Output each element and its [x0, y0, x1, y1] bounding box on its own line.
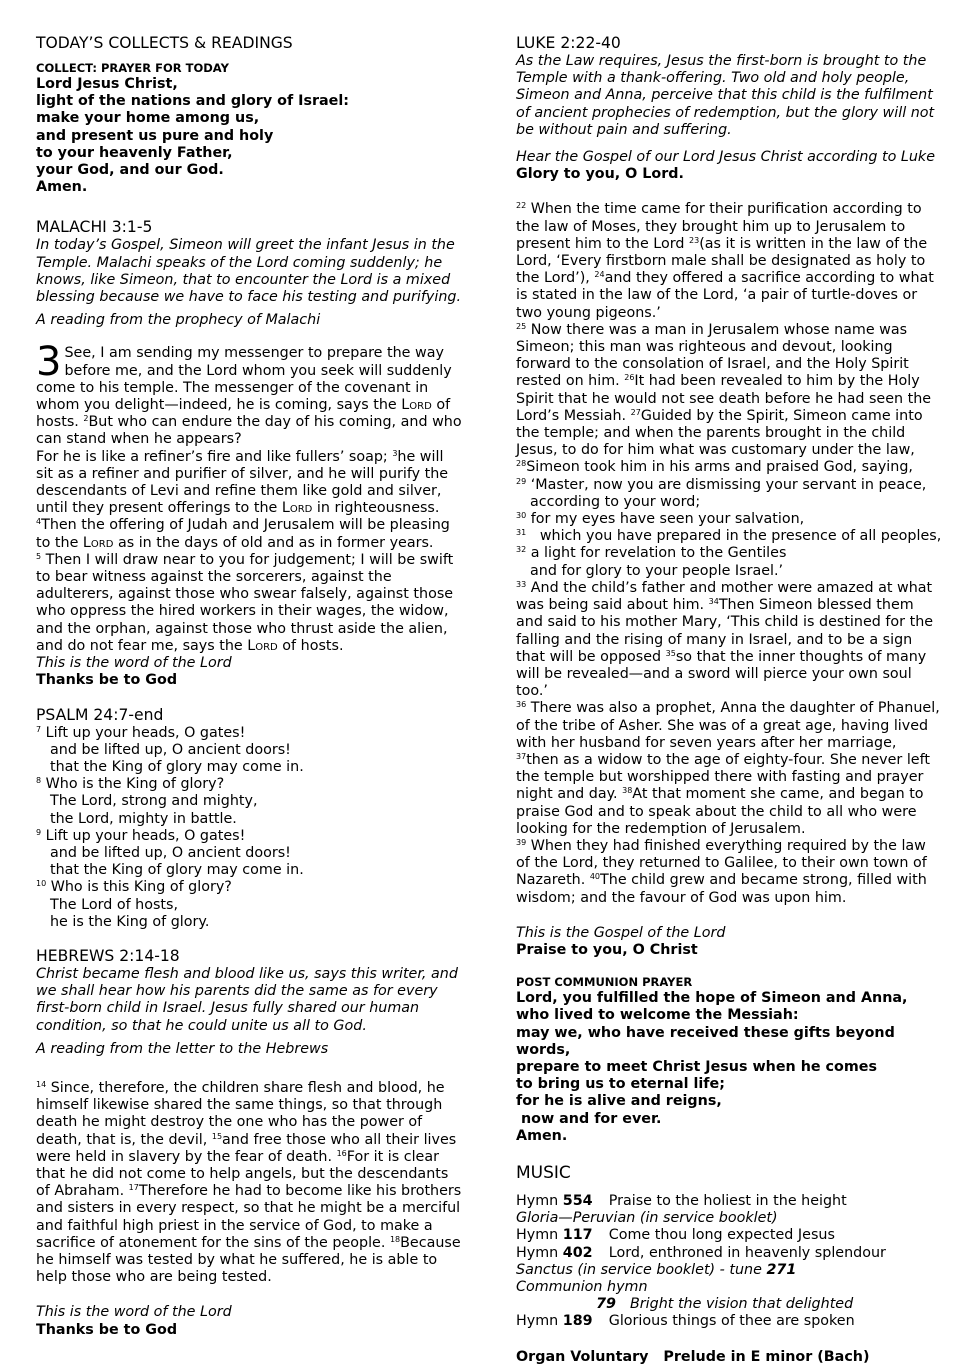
text-run: Organ Voluntary: [516, 1348, 649, 1365]
hymn-number: 554: [562, 1192, 593, 1209]
text-run: he will sit as a refiner and purifier of silver, and he will purify the descendants of Levi and refine them like gold and silver, until they present offerings to the: [36, 448, 449, 517]
text-run: Hymn: [516, 1192, 563, 1209]
text-run: At that moment she came, and began to praise God and to speak about the child to all who were looking for the redemption of Jerusalem.: [516, 786, 924, 837]
verse-number: 39: [516, 837, 527, 847]
malachi-close: This is the word of the Lord: [36, 655, 232, 672]
luke-close: This is the Gospel of the Lord: [516, 924, 726, 941]
psalm-line: [36, 776, 462, 793]
verse-number: 24: [594, 270, 605, 280]
verse-number: 38: [622, 786, 633, 796]
prayer-line: Lord, you fulfilled the hope of Simeon and Anna,: [516, 990, 908, 1007]
text-run: For it is clear that he did not come to help angels, but the descendants of Abraham.: [36, 1148, 449, 1200]
text-run: And the child’s father and mother were amazed at what was being said about him.: [516, 579, 933, 614]
music-item: Communion hymn: [516, 1279, 648, 1295]
verse-number: 37: [516, 751, 527, 761]
prayer-line: may we, who have received these gifts beyond words,: [516, 1024, 895, 1058]
text-run: Prelude in E minor (Bach): [663, 1348, 870, 1365]
malachi-intro: In today’s Gospel, Simeon will greet the infant Jesus in the Temple. Malachi speaks of the Lord coming suddenly; he knows, like Simeon, that to encounter the Lord is a mixed blessing because we have to face his testing and purifying.: [36, 237, 461, 306]
nunc-line: according to your word;: [530, 493, 701, 510]
psalm-line: [36, 828, 462, 845]
verse-number: 25: [516, 321, 527, 331]
lord-smallcaps: Lord: [82, 534, 114, 551]
hebrews-announce: A reading from the letter to the Hebrews: [36, 1040, 329, 1057]
lord-smallcaps: Lord: [247, 637, 278, 654]
malachi-para-4: [36, 552, 462, 655]
malachi-para-1: [36, 339, 462, 448]
verse-number: 18: [389, 1234, 401, 1244]
prayer-line: prepare to meet Christ Jesus when he comes: [516, 1058, 877, 1075]
text-run: Therefore he had to become like his brothers and sisters in every respect, so that he might be a merciful and faithful high priest in the service of God, to make a sacrifice of atonement for the sins of the people.: [36, 1183, 462, 1251]
verse-number: 15: [211, 1131, 223, 1141]
text-run: Lift up your heads, O gates!: [45, 724, 246, 741]
luke-para-5: [516, 838, 940, 907]
hebrews-intro: Christ became flesh and blood like us, says this writer, and we shall hear how his parents did the same as for every first-born child in Israel. Jesus fully shared our human condition, so that he could unite us all to God.: [36, 965, 458, 1034]
text-run: Who is this King of glory?: [50, 879, 232, 896]
text-run: When the time came for their purification according to the law of Moses, they brought him up to Jerusalem to present him to the Lord: [516, 201, 922, 252]
luke-para-1: [516, 201, 940, 321]
verse-number: 8: [36, 776, 42, 786]
verse-number: 17: [128, 1183, 139, 1193]
nunc-line: [516, 545, 940, 562]
post-communion-label: POST COMMUNION PRAYER: [516, 975, 693, 990]
verse-number: 34: [708, 597, 719, 607]
hebrews-heading: HEBREWS 2:14-18: [36, 946, 180, 965]
nunc-line: and for glory to your people Israel.’: [530, 562, 784, 579]
text-run: It had been revealed to him by the Holy Spirit that he would not see death before he had seen the Lord’s Messiah.: [516, 373, 932, 424]
music-item: [516, 1193, 940, 1210]
left-column: [36, 34, 462, 1339]
verse-number: 27: [630, 407, 641, 417]
collect-line: Amen.: [36, 179, 88, 196]
text-run: The child grew and became strong, filled with wisdom; and the favour of God was upon him.: [516, 872, 927, 906]
malachi-announce: A reading from the prophecy of Malachi: [36, 312, 321, 329]
psalm-line: the Lord, mighty in battle.: [50, 810, 237, 827]
malachi-heading: MALACHI 3:1-5: [36, 218, 153, 237]
text-run: in righteousness.: [312, 500, 440, 517]
verse-number: 22: [516, 201, 527, 211]
luke-para-3: [516, 580, 940, 700]
luke-announce: Hear the Gospel of our Lord Jesus Christ according to Luke: [516, 149, 936, 166]
verse-number: 23: [689, 235, 700, 245]
text-run: a light for revelation to the Gentiles: [526, 545, 787, 562]
hymn-title: Come thou long expected Jesus: [608, 1227, 835, 1244]
verse-number: 16: [336, 1148, 347, 1158]
page-heading: TODAY’S COLLECTS & READINGS: [36, 34, 293, 52]
verse-number: 30: [516, 511, 527, 521]
psalm-line: [36, 725, 462, 742]
luke-response: Praise to you, O Christ: [516, 941, 698, 958]
music-item: [516, 1296, 940, 1313]
chapter-dropcap: 3: [36, 339, 62, 386]
nunc-line: [516, 511, 940, 528]
psalm-line: he is the King of glory.: [50, 913, 210, 930]
collect-line: light of the nations and glory of Israel:: [36, 93, 349, 110]
psalm-line: [36, 879, 462, 896]
prayer-line: for he is alive and reigns,: [516, 1093, 722, 1110]
text-run: See, I am sending my messenger to prepare the way before me, and the Lord whom you seek will suddenly come to his temple. The messenger of the covenant in whom you delight—indeed, he is coming, says the: [36, 345, 452, 414]
luke-announce-response: Glory to you, O Lord.: [516, 166, 684, 183]
post-communion-prayer: [516, 990, 940, 1145]
verse-number: 33: [516, 579, 527, 589]
hymn-title: Glorious things of thee are spoken: [608, 1313, 855, 1330]
prayer-line: Amen.: [516, 1127, 568, 1144]
text-run: Then I will draw near to you for judgement; I will be swift to bear witness against the sorcerers, against the adulterers, against those who swear falsely, against those who oppress the hired workers in their wages, the widow, and the orphan, against those who thrust aside the alien, and do not fear me, says the: [36, 551, 454, 654]
text-run: Simeon took him in his arms and praised God, saying,: [526, 459, 913, 476]
psalm-heading: PSALM 24:7-end: [36, 705, 164, 724]
lord-smallcaps: Lord: [401, 397, 432, 414]
text-run: Lift up your heads, O gates!: [45, 827, 246, 844]
text-run: When they had finished everything required by the law of the Lord, they returned to Galilee, to their own town of Nazareth.: [516, 837, 927, 889]
text-run: of hosts.: [277, 637, 344, 654]
text-run: But who can endure the day of his coming, and who can stand when he appears?: [36, 414, 462, 448]
malachi-para-2: [36, 449, 462, 518]
text-run: and they offered a sacrifice according to what is stated in the law of the Lord, ‘a pair of turtle-doves or two young pigeons.’: [516, 270, 934, 321]
verse-number: 14: [36, 1079, 47, 1089]
text-run: There was also a prophet, Anna the daughter of Phanuel, of the tribe of Asher. She was of a great age, having lived with her husband for seven years after her marriage,: [516, 700, 940, 751]
text-run: for my eyes have seen your salvation,: [526, 511, 805, 528]
collect-line: make your home among us,: [36, 110, 260, 127]
psalm-line: and be lifted up, O ancient doors!: [50, 741, 291, 758]
music-list: [516, 1193, 940, 1366]
psalm-line: that the King of glory may come in.: [50, 862, 304, 879]
text-run: Then Simeon blessed them and said to his mother Mary, ‘This child is destined for the falling and the rising of many in Israel, and to be a sign that will be opposed: [516, 597, 934, 665]
prayer-line: now and for ever.: [516, 1110, 662, 1127]
verse-number: 40: [589, 872, 601, 882]
hymn-number: 189: [562, 1313, 593, 1330]
text-run: Then the offering of Judah and Jerusalem will be pleasing to the: [36, 517, 450, 551]
prayer-line: who lived to welcome the Messiah:: [516, 1007, 799, 1024]
hymn-number: 117: [562, 1227, 593, 1244]
psalm-line: that the King of glory may come in.: [50, 758, 304, 775]
verse-number: 5: [36, 551, 42, 561]
verse-number: 32: [516, 545, 527, 555]
hebrews-text: [36, 1080, 462, 1286]
psalm-line: and be lifted up, O ancient doors!: [50, 844, 291, 861]
nunc-line: [516, 528, 940, 545]
hebrews-close: This is the word of the Lord: [36, 1304, 232, 1321]
hymn-title: Lord, enthroned in heavenly splendour: [608, 1244, 886, 1261]
text-run: ‘Master, now you are dismissing your servant in peace,: [526, 476, 927, 493]
verse-number: 29: [516, 476, 527, 486]
lord-smallcaps: Lord: [281, 500, 313, 517]
text-run: Guided by the Spirit, Simeon came into the temple; and when the parents brought in the child Jesus, to do for him what was customary under the law,: [516, 407, 923, 459]
nunc-dimittis: [516, 477, 940, 580]
text-run: For he is like a refiner’s fire and like fullers’ soap;: [36, 448, 393, 465]
nunc-line: [516, 477, 940, 494]
psalm-line: The Lord, strong and mighty,: [50, 793, 258, 810]
tune-number: 271: [766, 1261, 797, 1278]
music-item: [516, 1262, 940, 1279]
text-run: Hymn: [516, 1227, 563, 1244]
verse-number: 4: [36, 517, 42, 527]
verse-number: 3: [392, 448, 398, 458]
music-item: Gloria—Peruvian (in service booklet): [516, 1210, 778, 1227]
collect-line: your God, and our God.: [36, 162, 224, 179]
text-run: Sanctus (in service booklet) - tune: [516, 1261, 767, 1278]
text-run: Now there was a man in Jerusalem whose name was Simeon; this man was righteous and devout, looking forward to the consolation of Israel, and the Holy Spirit rested on him.: [516, 321, 909, 390]
verse-number: 2: [83, 414, 89, 424]
music-item: [516, 1245, 940, 1262]
text-run: then as a widow to the age of eighty-four. She never left the temple but worshipped there with fasting and prayer night and day.: [516, 751, 930, 803]
psalm-line: The Lord of hosts,: [50, 896, 179, 913]
music-item: [516, 1313, 940, 1330]
malachi-response: Thanks be to God: [36, 672, 178, 689]
collect-label: COLLECT: PRAYER FOR TODAY: [36, 61, 229, 75]
hymn-title: Bright the vision that delighted: [630, 1296, 854, 1313]
collect-prayer: [36, 76, 462, 196]
music-heading: MUSIC: [516, 1162, 571, 1183]
psalm-text: [36, 725, 462, 931]
verse-number: 9: [36, 827, 42, 837]
hebrews-response: Thanks be to God: [36, 1321, 178, 1338]
text-run: as in the days of old and as in former years.: [113, 534, 434, 551]
verse-number: 35: [665, 648, 676, 658]
verse-number: 7: [36, 724, 42, 734]
text-run: which you have prepared in the presence of all peoples,: [526, 528, 942, 545]
collect-line: and present us pure and holy: [36, 127, 274, 144]
verse-number: 36: [516, 700, 527, 710]
text-run: Since, therefore, the children share flesh and blood, he himself likewise shared the same things, so that through death he might destroy the one who has the power of death, that is, the devil,: [36, 1079, 445, 1148]
verse-number: 28: [516, 459, 527, 469]
text-run: Who is the King of glory?: [45, 776, 225, 793]
luke-heading: LUKE 2:22-40: [516, 34, 621, 52]
hymn-number: 402: [562, 1244, 593, 1261]
verse-number: 10: [36, 879, 47, 889]
organ-voluntary: [516, 1349, 940, 1366]
verse-number: 31: [516, 528, 527, 538]
collect-line: Lord Jesus Christ,: [36, 76, 178, 92]
text-run: Hymn: [516, 1244, 563, 1261]
hymn-number: 79: [596, 1296, 616, 1313]
luke-para-4: [516, 700, 940, 838]
text-run: Because he himself was tested by what he suffered, he is able to help those who are being tested.: [36, 1234, 461, 1286]
prayer-line: to bring us to eternal life;: [516, 1076, 725, 1093]
collect-line: to your heavenly Father,: [36, 144, 233, 161]
right-column: [516, 34, 940, 1366]
text-run: Hymn: [516, 1313, 563, 1330]
text-run: so that the inner thoughts of many will be revealed—and a sword will pierce your own soul too.’: [516, 648, 927, 700]
malachi-text: [36, 339, 462, 689]
malachi-para-3: [36, 517, 462, 551]
hymn-title: Praise to the holiest in the height: [608, 1192, 847, 1209]
text-run: and free those who all their lives were held in slavery by the fear of death.: [36, 1131, 457, 1165]
music-item: [516, 1227, 940, 1244]
verse-number: 26: [624, 373, 635, 383]
luke-para-2: [516, 322, 940, 477]
luke-intro: As the Law requires, Jesus the first-born is brought to the Temple with a thank-offering. Two old and holy people, Simeon and Anna, perceive that this child is the fulfilment of ancient prophecies of redemption, but the glory will not be without pain and suffering.: [516, 53, 935, 138]
text-run: of hosts.: [36, 397, 451, 431]
text-run: (as it is written in the law of the Lord, ‘Every firstborn male shall be designated as holy to the Lord’),: [516, 235, 928, 287]
